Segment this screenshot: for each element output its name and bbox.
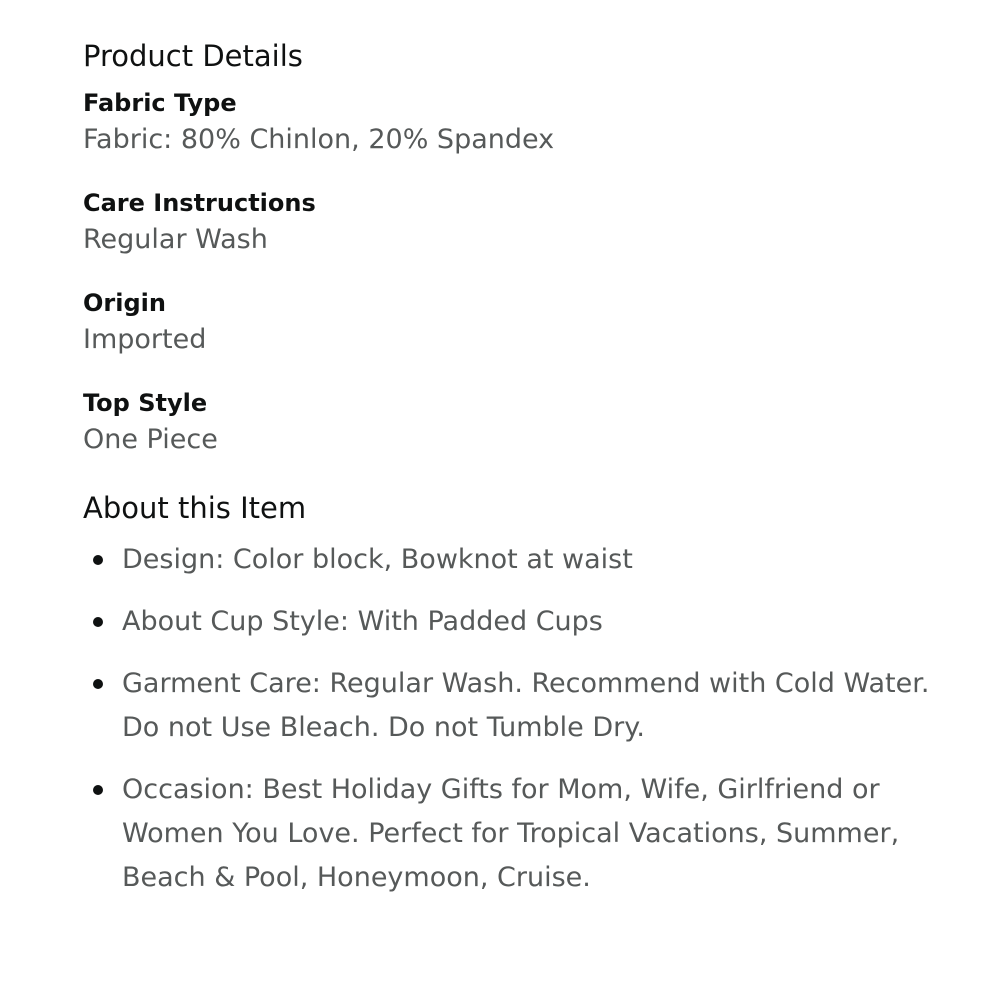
about-item-title: About this Item xyxy=(83,491,307,525)
detail-origin xyxy=(83,288,1000,362)
detail-label: Top Style xyxy=(83,389,208,417)
detail-value: Fabric: 80% Chinlon, 20% Spandex xyxy=(83,124,555,155)
bullet-text: Garment Care: Regular Wash. Recommend with Cold Water. Do not Use Bleach. Do not Tumble Dry. xyxy=(122,668,930,743)
bullet-dot-icon xyxy=(93,679,103,689)
product-details-title: Product Details xyxy=(83,39,303,73)
bullet-dot-icon xyxy=(93,555,103,565)
list-item xyxy=(83,600,943,644)
list-item xyxy=(83,768,943,900)
detail-top-style xyxy=(83,388,1000,462)
detail-value: One Piece xyxy=(83,424,218,455)
bullet-dot-icon xyxy=(93,785,103,795)
bullet-dot-icon xyxy=(93,617,103,627)
detail-label: Fabric Type xyxy=(83,89,237,117)
detail-value: Regular Wash xyxy=(83,224,268,255)
detail-label: Origin xyxy=(83,289,166,317)
bullet-text: About Cup Style: With Padded Cups xyxy=(122,606,603,637)
list-item xyxy=(83,662,943,750)
bullet-text: Occasion: Best Holiday Gifts for Mom, Wife, Girlfriend or Women You Love. Perfect for Tropical Vacations, Summer, Beach & Pool, Honeymoon, Cruise. xyxy=(122,774,900,893)
product-details-list xyxy=(83,88,1000,462)
list-item xyxy=(83,538,943,582)
detail-care-instructions xyxy=(83,188,1000,262)
detail-fabric-type xyxy=(83,88,1000,162)
detail-label: Care Instructions xyxy=(83,189,316,217)
about-bullet-list xyxy=(83,538,943,900)
detail-value: Imported xyxy=(83,324,207,355)
bullet-text: Design: Color block, Bowknot at waist xyxy=(122,544,633,575)
